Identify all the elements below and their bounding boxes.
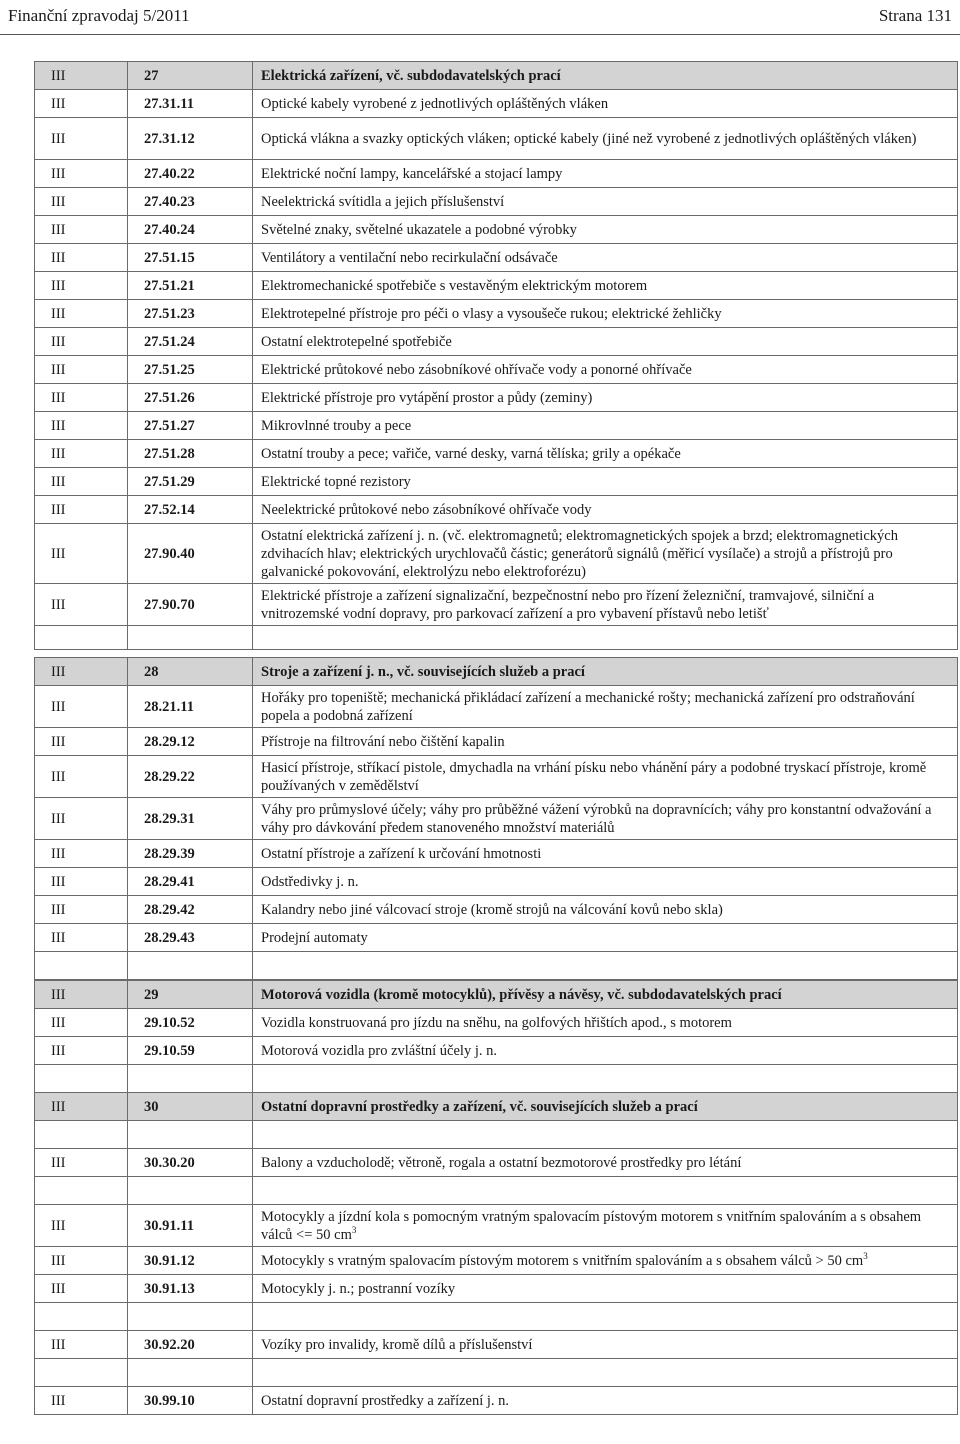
code-cell: 27.31.12: [128, 118, 253, 160]
desc-cell: [253, 1247, 958, 1275]
spacer-row: [35, 1177, 958, 1205]
code-cell: 27: [128, 62, 253, 90]
code-cell: 28.21.11: [128, 686, 253, 728]
desc-cell: Elektrické topné rezistory: [253, 468, 958, 496]
code-cell: 30.99.10: [128, 1387, 253, 1415]
table-row: [35, 328, 958, 356]
code-cell: 27.90.70: [128, 584, 253, 626]
section-row: [35, 981, 958, 1009]
table-section-27: [34, 61, 958, 650]
code-cell: 30.92.20: [128, 1331, 253, 1359]
table-row: [35, 1149, 958, 1177]
code-cell: 30.30.20: [128, 1149, 253, 1177]
desc-cell: Elektrotepelné přístroje pro péči o vlasy a vysoušeče rukou; elektrické žehličky: [253, 300, 958, 328]
class-cell: III: [35, 798, 128, 840]
spacer-row: [35, 1121, 958, 1149]
table-row: [35, 188, 958, 216]
class-cell: III: [35, 188, 128, 216]
desc-cell: Stroje a zařízení j. n., vč. souvisejících služeb a prací: [253, 658, 958, 686]
table-row: [35, 440, 958, 468]
table-row: [35, 1275, 958, 1303]
table-row: [35, 1205, 958, 1247]
class-cell: III: [35, 1009, 128, 1037]
desc-cell: Hořáky pro topeniště; mechanická přikládací zařízení a mechanické rošty; mechanická zařízení pro odstraňování popela a podobná zařízení: [253, 686, 958, 728]
code-cell: 27.51.15: [128, 244, 253, 272]
class-cell: III: [35, 244, 128, 272]
table-row: [35, 686, 958, 728]
class-cell: III: [35, 896, 128, 924]
spacer-row: [35, 626, 958, 650]
class-cell: III: [35, 496, 128, 524]
desc-cell: Elektrické průtokové nebo zásobníkové ohřívače vody a ponorné ohřívače: [253, 356, 958, 384]
table-row: [35, 524, 958, 584]
table-row: [35, 244, 958, 272]
superscript: 3: [351, 1224, 357, 1235]
desc-cell: Elektrické přístroje a zařízení signalizační, bezpečnostní nebo pro řízení železniční, tramvajové, silniční a vnitrozemské vodní dopravy, pro parkovací zařízení a pro vybavení přístavů nebo letišť: [253, 584, 958, 626]
table-row: [35, 384, 958, 412]
class-cell: III: [35, 840, 128, 868]
class-cell: III: [35, 1205, 128, 1247]
spacer-row: [35, 952, 958, 980]
code-cell: 28.29.22: [128, 756, 253, 798]
code-cell: 27.51.23: [128, 300, 253, 328]
desc-cell: Ostatní přístroje a zařízení k určování hmotnosti: [253, 840, 958, 868]
class-cell: III: [35, 584, 128, 626]
class-cell: III: [35, 524, 128, 584]
class-cell: III: [35, 412, 128, 440]
desc-cell: Vozidla konstruovaná pro jízdu na sněhu, na golfových hřištích apod., s motorem: [253, 1009, 958, 1037]
desc-cell: Neelektrické průtokové nebo zásobníkové ohřívače vody: [253, 496, 958, 524]
code-cell: 27.90.40: [128, 524, 253, 584]
class-cell: III: [35, 440, 128, 468]
desc-cell: Kalandry nebo jiné válcovací stroje (kromě strojů na válcování kovů nebo skla): [253, 896, 958, 924]
desc-cell: Optické kabely vyrobené z jednotlivých opláštěných vláken: [253, 90, 958, 118]
table-row: [35, 412, 958, 440]
code-cell: 28.29.12: [128, 728, 253, 756]
desc-cell: Světelné znaky, světelné ukazatele a podobné výrobky: [253, 216, 958, 244]
code-cell: 27.51.27: [128, 412, 253, 440]
desc-cell: Hasicí přístroje, stříkací pistole, dmychadla na vrhání písku nebo vhánění páry a podobné tryskací přístroje, kromě používaných v zemědělství: [253, 756, 958, 798]
desc-cell: Elektrická zařízení, vč. subdodavatelských prací: [253, 62, 958, 90]
class-cell: III: [35, 468, 128, 496]
desc-cell: Motocykly j. n.; postranní vozíky: [253, 1275, 958, 1303]
code-cell: 28.29.42: [128, 896, 253, 924]
class-cell: III: [35, 868, 128, 896]
class-cell: III: [35, 1387, 128, 1415]
table-row: [35, 798, 958, 840]
code-cell: 27.51.26: [128, 384, 253, 412]
table-row: [35, 272, 958, 300]
code-cell: 27.51.29: [128, 468, 253, 496]
code-cell: 29.10.59: [128, 1037, 253, 1065]
desc-cell: Elektromechanické spotřebiče s vestavěným elektrickým motorem: [253, 272, 958, 300]
desc-cell: Přístroje na filtrování nebo čištění kapalin: [253, 728, 958, 756]
code-cell: 27.40.23: [128, 188, 253, 216]
class-cell: III: [35, 118, 128, 160]
table-row: [35, 1247, 958, 1275]
class-cell: III: [35, 300, 128, 328]
class-cell: III: [35, 686, 128, 728]
code-cell: 29.10.52: [128, 1009, 253, 1037]
code-cell: 27.40.22: [128, 160, 253, 188]
table-section-30: [34, 1092, 958, 1415]
spacer-row: [35, 1359, 958, 1387]
class-cell: III: [35, 272, 128, 300]
class-cell: III: [35, 160, 128, 188]
table-row: [35, 584, 958, 626]
page-number: Strana 131: [878, 6, 952, 25]
table-row: [35, 1009, 958, 1037]
desc-cell: Ostatní trouby a pece; vařiče, varné desky, varná tělíska; grily a opékače: [253, 440, 958, 468]
header-rule: [0, 34, 960, 35]
table-row: [35, 840, 958, 868]
table-row: [35, 496, 958, 524]
class-cell: III: [35, 1149, 128, 1177]
class-cell: III: [35, 756, 128, 798]
class-cell: III: [35, 356, 128, 384]
desc-cell: Optická vlákna a svazky optických vláken; optické kabely (jiné než vyrobené z jednotlivých opláštěných vláken): [253, 118, 958, 160]
table-row: [35, 468, 958, 496]
code-cell: 27.51.21: [128, 272, 253, 300]
class-cell: III: [35, 62, 128, 90]
desc-cell: Vozíky pro invalidy, kromě dílů a příslušenství: [253, 1331, 958, 1359]
table-row: [35, 896, 958, 924]
class-cell: III: [35, 216, 128, 244]
table-row: [35, 1331, 958, 1359]
table-row: [35, 1037, 958, 1065]
desc-cell: Neelektrická svítidla a jejich příslušenství: [253, 188, 958, 216]
class-cell: III: [35, 1331, 128, 1359]
desc-cell: Motorová vozidla pro zvláštní účely j. n.: [253, 1037, 958, 1065]
desc-cell: Mikrovlnné trouby a pece: [253, 412, 958, 440]
superscript: 3: [863, 1250, 868, 1261]
desc-cell: Balony a vzducholodě; větroně, rogala a ostatní bezmotorové prostředky pro létání: [253, 1149, 958, 1177]
code-cell: 28.29.39: [128, 840, 253, 868]
table-row: [35, 300, 958, 328]
desc-cell: Váhy pro průmyslové účely; váhy pro průběžné vážení výrobků na dopravnících; váhy pro konstantní odvažování a váhy pro dávkování předem stanoveného množství materiálů: [253, 798, 958, 840]
table-row: [35, 756, 958, 798]
table-row: [35, 90, 958, 118]
class-cell: III: [35, 90, 128, 118]
code-cell: 29: [128, 981, 253, 1009]
code-cell: 27.31.11: [128, 90, 253, 118]
code-cell: 27.51.24: [128, 328, 253, 356]
table-row: [35, 356, 958, 384]
desc-cell: Prodejní automaty: [253, 924, 958, 952]
desc-cell: Motorová vozidla (kromě motocyklů), přívěsy a návěsy, vč. subdodavatelských prací: [253, 981, 958, 1009]
code-cell: 28.29.43: [128, 924, 253, 952]
code-cell: 27.51.25: [128, 356, 253, 384]
desc-cell: Ostatní elektrotepelné spotřebiče: [253, 328, 958, 356]
table-row: [35, 924, 958, 952]
table-section-29: [34, 980, 958, 1093]
table-section-28: [34, 657, 958, 980]
code-cell: 30.91.13: [128, 1275, 253, 1303]
desc-text: Motocykly a jízdní kola s pomocným vratným spalovacím pístovým motorem s vnitřním spalováním a s obsahem válců <= 50 cm: [261, 1208, 922, 1243]
class-cell: III: [35, 1093, 128, 1121]
spacer-row: [35, 1303, 958, 1331]
journal-title: Finanční zpravodaj 5/2011: [8, 6, 190, 25]
class-cell: III: [35, 924, 128, 952]
class-cell: III: [35, 658, 128, 686]
section-row: [35, 658, 958, 686]
spacer-row: [35, 1065, 958, 1093]
code-cell: 30.91.11: [128, 1205, 253, 1247]
class-cell: III: [35, 728, 128, 756]
table-row: [35, 868, 958, 896]
desc-cell: Ostatní elektrická zařízení j. n. (vč. elektromagnetů; elektromagnetických spojek a brzd; elektromagnetických zdvihacích hlav; elektrických urychlovačů částic; generátorů signálů (měřicí vysílače) a strojů a přístrojů pro galvanické pokovování, elektrolýzu nebo elektroforézu): [253, 524, 958, 584]
desc-cell: [253, 1205, 958, 1247]
desc-cell: Elektrické přístroje pro vytápění prostor a půdy (zeminy): [253, 384, 958, 412]
desc-cell: Ostatní dopravní prostředky a zařízení, vč. souvisejících služeb a prací: [253, 1093, 958, 1121]
code-cell: 27.51.28: [128, 440, 253, 468]
table-row: [35, 118, 958, 160]
desc-text: Motocykly s vratným spalovacím pístovým motorem s vnitřním spalováním a s obsahem válců > 50 cm: [261, 1252, 864, 1269]
code-cell: 27.40.24: [128, 216, 253, 244]
code-cell: 28: [128, 658, 253, 686]
table-row: [35, 216, 958, 244]
code-cell: 30: [128, 1093, 253, 1121]
class-cell: III: [35, 1037, 128, 1065]
desc-cell: Odstředivky j. n.: [253, 868, 958, 896]
code-cell: 27.52.14: [128, 496, 253, 524]
code-cell: 30.91.12: [128, 1247, 253, 1275]
class-cell: III: [35, 328, 128, 356]
class-cell: III: [35, 1275, 128, 1303]
table-row: [35, 160, 958, 188]
code-cell: 28.29.41: [128, 868, 253, 896]
section-row: [35, 62, 958, 90]
section-row: [35, 1093, 958, 1121]
code-cell: 28.29.31: [128, 798, 253, 840]
desc-cell: Elektrické noční lampy, kancelářské a stojací lampy: [253, 160, 958, 188]
table-row: [35, 728, 958, 756]
table-row: [35, 1387, 958, 1415]
class-cell: III: [35, 981, 128, 1009]
class-cell: III: [35, 1247, 128, 1275]
desc-cell: Ventilátory a ventilační nebo recirkulační odsávače: [253, 244, 958, 272]
desc-cell: Ostatní dopravní prostředky a zařízení j. n.: [253, 1387, 958, 1415]
class-cell: III: [35, 384, 128, 412]
